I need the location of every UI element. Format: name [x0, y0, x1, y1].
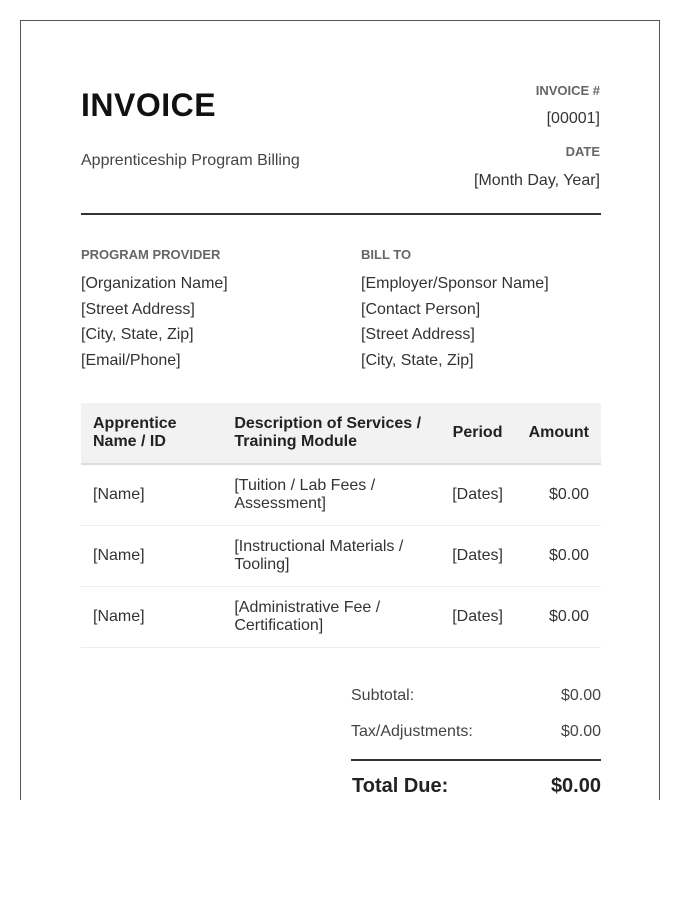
apprentice-name-cell: [Name] — [81, 464, 222, 526]
total-divider — [351, 759, 601, 761]
description-cell: [Administrative Fee / Certification] — [222, 587, 438, 648]
invoice-subtitle: Apprenticeship Program Billing — [81, 152, 300, 169]
description-cell: [Instructional Materials / Tooling] — [222, 526, 438, 587]
invoice-page — [20, 20, 660, 800]
table-row — [81, 464, 601, 526]
provider-line: [City, State, Zip] — [81, 326, 194, 343]
invoice-date-label: DATE — [565, 144, 600, 159]
column-header-apprentice: Apprentice Name / ID — [81, 403, 222, 464]
amount-cell: $0.00 — [517, 464, 601, 526]
apprentice-name-cell: [Name] — [81, 587, 222, 648]
provider-line: [Email/Phone] — [81, 351, 181, 369]
program-provider-heading: PROGRAM PROVIDER — [81, 247, 221, 262]
bill-to-block — [361, 247, 621, 373]
period-cell: [Dates] — [439, 464, 517, 526]
total-due-label: Total Due: — [352, 775, 449, 797]
apprentice-name-cell: [Name] — [81, 526, 222, 587]
total-due-value: $0.00 — [550, 775, 601, 797]
subtotal-value: $0.00 — [560, 687, 601, 704]
invoice-title: INVOICE — [81, 87, 217, 123]
bill-to-line: [City, State, Zip] — [361, 351, 474, 369]
column-header-period: Period — [439, 403, 517, 464]
line-items-table — [81, 403, 601, 648]
bill-to-line: [Street Address] — [361, 326, 475, 343]
provider-line: [Organization Name] — [81, 275, 228, 292]
table-header-row — [81, 403, 601, 464]
table-row — [81, 587, 601, 648]
column-header-description: Description of Services / Training Module — [222, 403, 438, 464]
subtotal-label: Subtotal: — [351, 687, 415, 704]
bill-to-line: [Employer/Sponsor Name] — [361, 275, 549, 292]
period-cell: [Dates] — [439, 587, 517, 648]
description-cell: [Tuition / Lab Fees / Assessment] — [222, 464, 438, 526]
amount-cell: $0.00 — [517, 526, 601, 587]
column-header-amount: Amount — [517, 403, 601, 464]
tax-label: Tax/Adjustments: — [351, 723, 473, 740]
header-divider — [81, 213, 601, 215]
invoice-date-value: [Month Day, Year] — [474, 172, 600, 189]
tax-value: $0.00 — [560, 723, 601, 740]
bill-to-line: [Contact Person] — [361, 300, 481, 318]
amount-cell: $0.00 — [517, 587, 601, 648]
provider-line: [Street Address] — [81, 300, 195, 318]
period-cell: [Dates] — [439, 526, 517, 587]
table-row — [81, 526, 601, 587]
program-provider-block — [81, 247, 341, 373]
bill-to-heading: BILL TO — [361, 247, 412, 262]
invoice-number-label: INVOICE # — [535, 83, 600, 98]
invoice-number-value: [00001] — [546, 110, 600, 127]
